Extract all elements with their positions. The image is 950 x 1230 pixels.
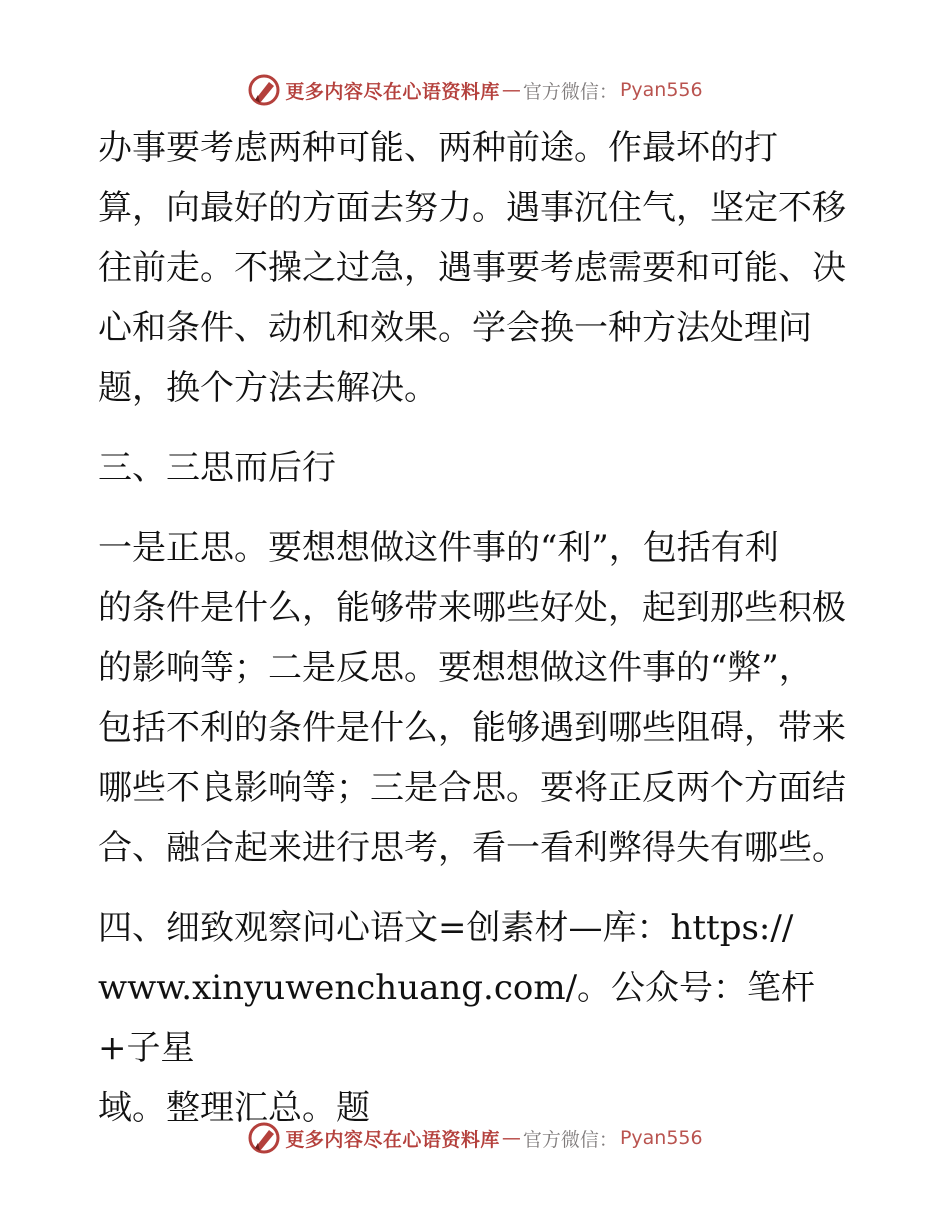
document-body	[98, 118, 858, 1158]
banner-dash: —	[501, 79, 521, 101]
text-line: 四、细致观察问心语文=创素材—库：https://	[98, 908, 794, 948]
banner-wechat-label: 官方微信：	[522, 1128, 618, 1151]
text-line: 往前走。不操之过急，遇事要考虑需要和可能、决	[98, 248, 846, 288]
pen-circle-icon	[247, 1121, 281, 1155]
banner-main-text: 更多内容尽在心语资料库	[285, 80, 500, 103]
header-watermark	[0, 70, 950, 110]
text-line: 包括不利的条件是什么，能够遇到哪些阻碍，带来	[98, 708, 846, 748]
banner-main-text: 更多内容尽在心语资料库	[285, 1128, 500, 1151]
text-line: 合、融合起来进行思考，看一看利弊得失有哪些。	[98, 828, 846, 868]
text-line: 心和条件、动机和效果。学会换一种方法处理问	[98, 308, 812, 348]
paragraph-2	[98, 518, 858, 878]
text-line: 一是正思。要想想做这件事的“利”，包括有利	[98, 528, 779, 568]
section-heading-3: 三、三思而后行	[98, 448, 336, 488]
banner-wechat-label: 官方微信：	[522, 80, 618, 103]
footer-watermark	[0, 1118, 950, 1158]
paragraph-3	[98, 898, 858, 1138]
text-line: 的条件是什么，能够带来哪些好处，起到那些积极	[98, 588, 846, 628]
text-line: 域。整理汇总。题	[98, 1088, 370, 1128]
text-line: 的影响等；二是反思。要想想做这件事的“弊”，	[98, 648, 813, 688]
banner-wechat-id: Pyan556	[619, 1127, 703, 1149]
text-line: 哪些不良影响等；三是合思。要将正反两个方面结	[98, 768, 846, 808]
paragraph-1	[98, 118, 858, 418]
text-line: 题，换个方法去解决。	[98, 368, 438, 408]
text-line: 算，向最好的方面去努力。遇事沉住气，坚定不移	[98, 188, 846, 228]
text-line: 办事要考虑两种可能、两种前途。作最坏的打	[98, 128, 778, 168]
banner-dash: —	[501, 1127, 521, 1149]
pen-circle-icon	[247, 73, 281, 107]
banner-wechat-id: Pyan556	[619, 79, 703, 101]
text-line: www.xinyuwenchuang.com/。公众号：笔杆+子星	[98, 968, 816, 1068]
